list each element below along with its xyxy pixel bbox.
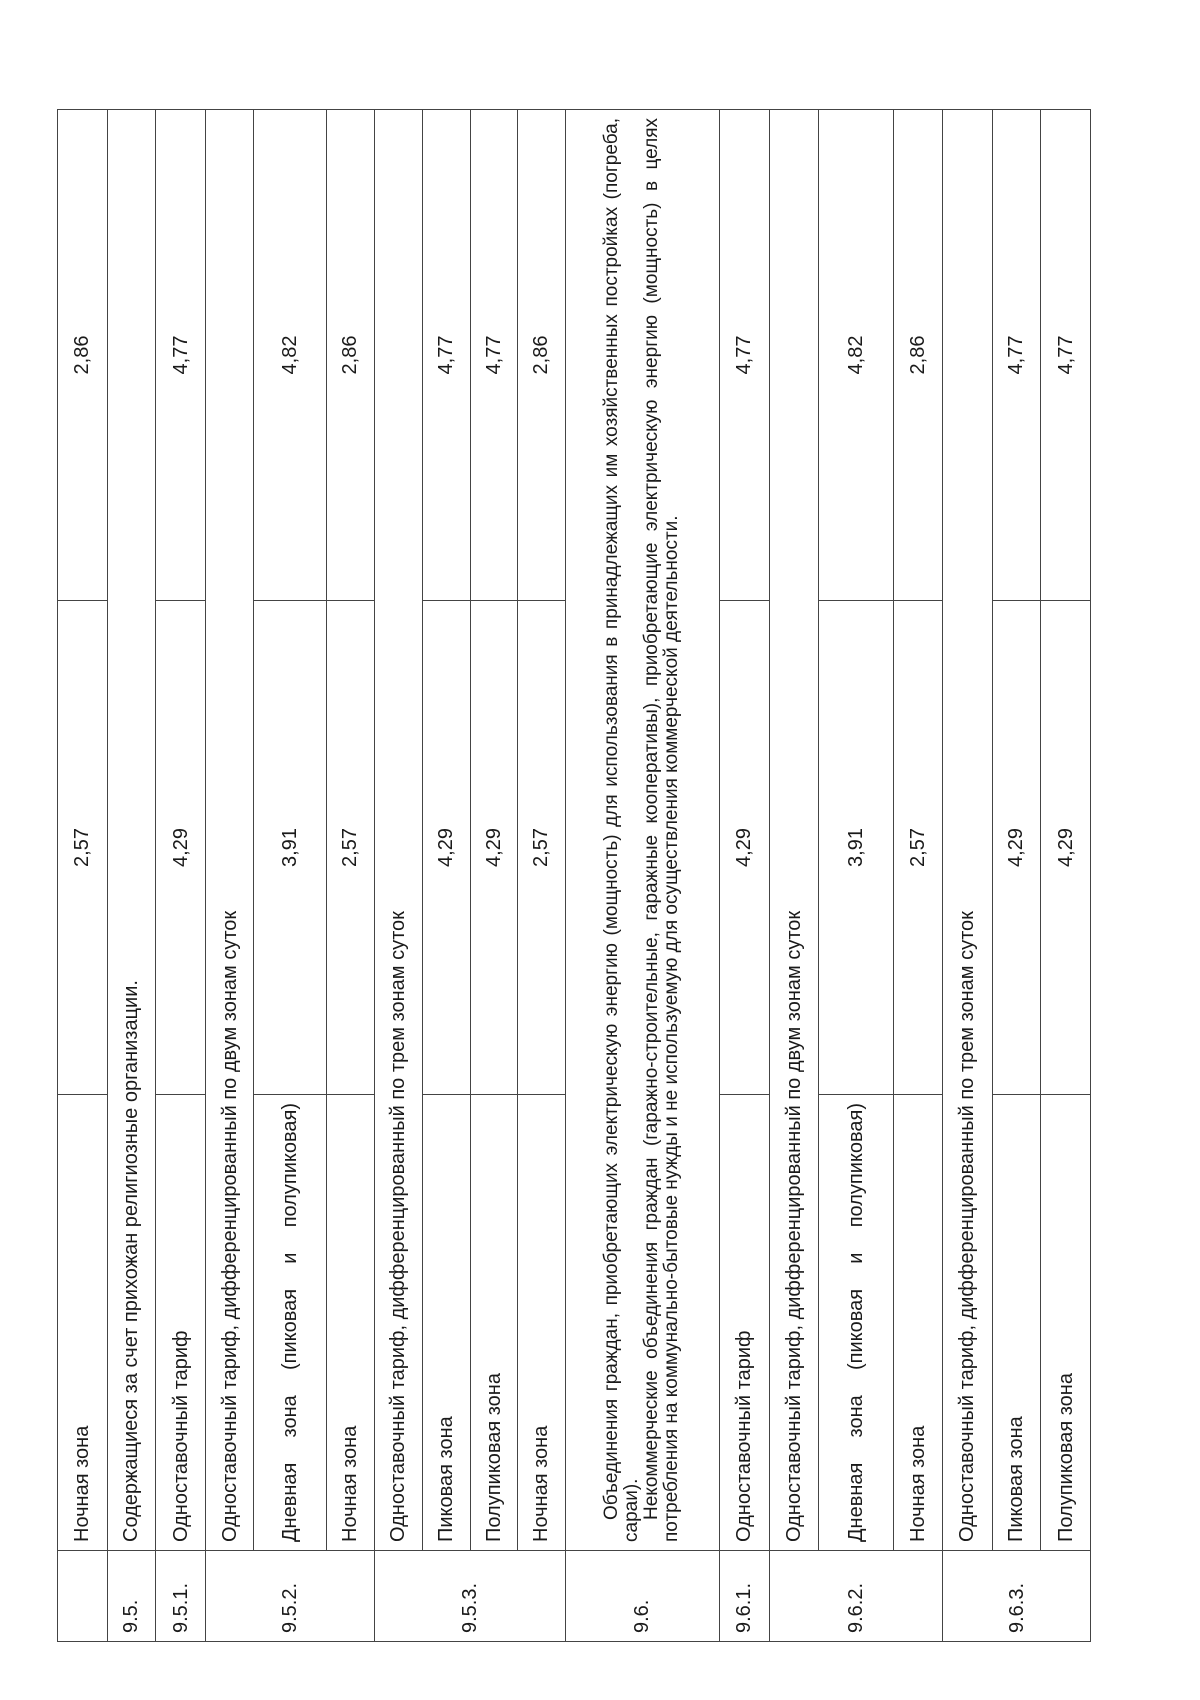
row-code: 9.6.2.: [769, 1551, 942, 1642]
tariff-value-1: 4,29: [1041, 601, 1091, 1095]
table-row: [470, 110, 517, 1642]
tariff-value-1: 2,57: [894, 601, 943, 1095]
tariff-value-2: 4,77: [992, 110, 1041, 601]
table-row: [156, 110, 206, 1642]
section-heading: Одноставочный тариф, дифференцированный по двум зонам суток: [205, 110, 254, 1551]
table-row: [107, 110, 156, 1642]
row-code: 9.6.1.: [720, 1551, 770, 1642]
table-row: [769, 110, 819, 1642]
tariff-value-1: 4,29: [156, 601, 206, 1095]
tariff-name: Пиковая зона: [992, 1095, 1041, 1551]
section-heading: Одноставочный тариф, дифференцированный по двум зонам суток: [769, 110, 819, 1551]
table-row: [374, 110, 423, 1642]
table-row: [518, 110, 565, 1642]
tariff-value-1: 4,29: [992, 601, 1041, 1095]
tariff-value-1: 4,29: [470, 601, 517, 1095]
table-row: [205, 110, 254, 1642]
tariff-name: Ночная зона: [518, 1095, 565, 1551]
tariff-value-1: 2,57: [327, 601, 374, 1095]
table-row: [1041, 110, 1091, 1642]
tariff-name: Ночная зона: [327, 1095, 374, 1551]
row-code: [58, 1551, 108, 1642]
row-code: 9.5.3.: [374, 1551, 565, 1642]
table-row: [992, 110, 1041, 1642]
tariff-value-2: 4,77: [156, 110, 206, 601]
row-code: 9.6.3.: [943, 1551, 1091, 1642]
tariff-name: Ночная зона: [58, 1095, 108, 1551]
tariff-table: [57, 109, 1091, 1642]
tariff-value-1: 4,29: [423, 601, 470, 1095]
tariff-value-1: 2,57: [58, 601, 108, 1095]
tariff-value-1: 3,91: [254, 601, 327, 1095]
rotated-page: [57, 110, 1091, 1642]
tariff-value-2: 2,86: [894, 110, 943, 601]
section-heading: Одноставочный тариф, дифференцированный по трем зонам суток: [374, 110, 423, 1551]
tariff-value-1: 3,91: [819, 601, 894, 1095]
tariff-value-2: 4,82: [819, 110, 894, 601]
tariff-value-2: 2,86: [518, 110, 565, 601]
tariff-value-2: 2,86: [327, 110, 374, 601]
row-code: 9.5.2.: [205, 1551, 374, 1642]
description-paragraph: Некоммерческие объединения граждан (гаражно-строительные, гаражные кооперативы), приобретающие электрическую энергию (мощность) в целях потребления на коммунально-бытовые нужды и не используемую для осуществления коммерческой деятельности.: [641, 118, 683, 1542]
tariff-value-2: 4,77: [1041, 110, 1091, 601]
tariff-value-1: 4,29: [720, 601, 770, 1095]
tariff-name: Полупиковая зона: [470, 1095, 517, 1551]
tariff-value-2: 4,82: [254, 110, 327, 601]
section-heading: Одноставочный тариф, дифференцированный по трем зонам суток: [943, 110, 993, 1551]
section-description: [565, 110, 720, 1551]
tariff-value-1: 2,57: [518, 601, 565, 1095]
table-row: [720, 110, 770, 1642]
tariff-value-2: 4,77: [720, 110, 770, 601]
table-row: [423, 110, 470, 1642]
tariff-value-2: 4,77: [470, 110, 517, 601]
table-row: [819, 110, 894, 1642]
tariff-table-body: [58, 110, 1091, 1642]
tariff-name: Дневная зона (пиковая и полупиковая): [254, 1095, 327, 1551]
table-row: [894, 110, 943, 1642]
table-row: [943, 110, 993, 1642]
tariff-value-2: 4,77: [423, 110, 470, 601]
table-row: [327, 110, 374, 1642]
table-row: [254, 110, 327, 1642]
tariff-name: Ночная зона: [894, 1095, 943, 1551]
description-paragraph: Объединения граждан, приобретающих электрическую энергию (мощность) для использования в принадлежащих им хозяйственных постройках (погреба, сараи).: [601, 118, 643, 1542]
table-row: [565, 110, 720, 1642]
tariff-name: Пиковая зона: [423, 1095, 470, 1551]
tariff-name: Одноставочный тариф: [156, 1095, 206, 1551]
tariff-name: Полупиковая зона: [1041, 1095, 1091, 1551]
table-row: [58, 110, 108, 1642]
row-code: 9.5.1.: [156, 1551, 206, 1642]
tariff-value-2: 2,86: [58, 110, 108, 601]
section-heading: Содержащиеся за счет прихожан религиозные организации.: [107, 110, 156, 1551]
tariff-name: Дневная зона (пиковая и полупиковая): [819, 1095, 894, 1551]
row-code: 9.6.: [565, 1551, 720, 1642]
row-code: 9.5.: [107, 1551, 156, 1642]
tariff-name: Одноставочный тариф: [720, 1095, 770, 1551]
